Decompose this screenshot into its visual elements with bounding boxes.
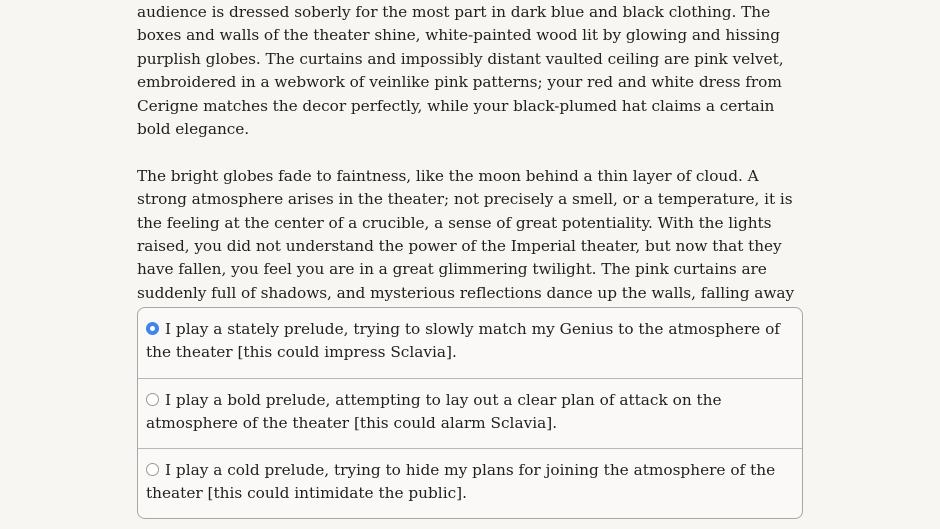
- story-paragraph: The bright globes fade to faintness, like the moon behind a thin layer of cloud. A strong atmosphere arises in the theater; not precisely a smell, or a temperature, it is the feeling at the center of a crucible, a sense of great potentiality. With the lights raised, you did not understand the power of the Imperial theater, but now that they have fallen, you feel you are in a great glimmering twilight. The pink curtains are suddenly full of shadows, and mysterious reflections dance up the walls, falling away: [137, 166, 795, 302]
- radio-button-selected[interactable]: [146, 322, 159, 335]
- story-text: [137, 1, 812, 352]
- choice-label: I play a bold prelude, attempting to lay out a clear plan of attack on the atmosphere of the theater [this could alarm Sclavia].: [146, 391, 722, 433]
- story-paragraph: audience is dressed soberly for the most part in dark blue and black clothing. The boxes and walls of the theater shine, white-painted wood lit by glowing and hissing purplish globes. The curtains and impossibly distant vaulted ceiling are pink velvet, embroidered in a webwork of veinlike pink patterns; your red and white dress from Cerigne matches the decor perfectly, while your black-plumed hat claims a certain bold elegance.: [137, 3, 784, 139]
- radio-button[interactable]: [146, 393, 159, 406]
- choice-label: I play a cold prelude, trying to hide my plans for joining the atmosphere of the theater [this could intimidate the public].: [146, 461, 776, 503]
- choice-list: [137, 307, 803, 519]
- choice-option[interactable]: [138, 448, 802, 518]
- choice-option[interactable]: [138, 308, 802, 378]
- choice-label: I play a stately prelude, trying to slowly match my Genius to the atmosphere of the theater [this could impress Sclavia].: [146, 320, 780, 362]
- radio-button[interactable]: [146, 463, 159, 476]
- choice-option[interactable]: [138, 378, 802, 448]
